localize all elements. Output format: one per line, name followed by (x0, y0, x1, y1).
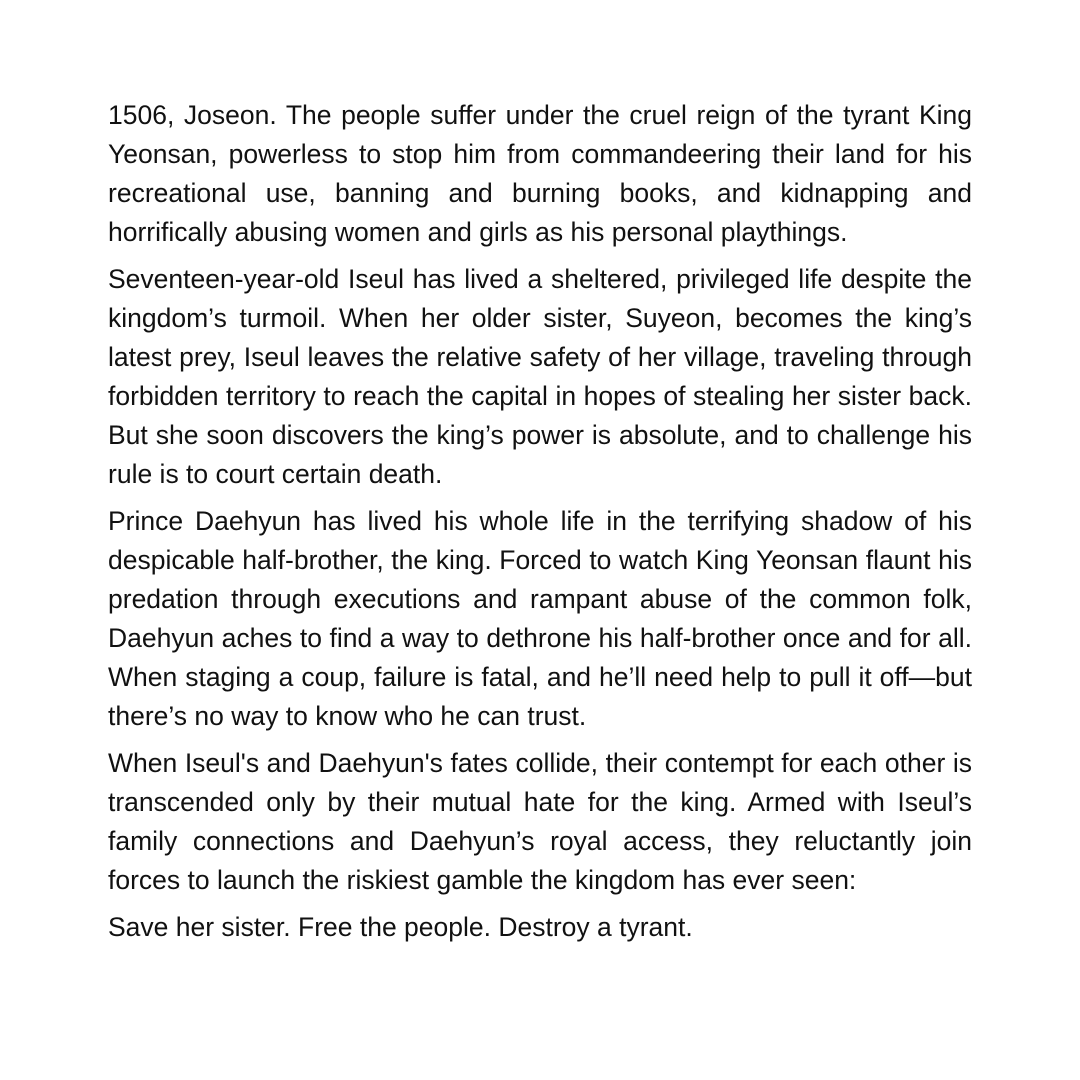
paragraph-alliance: When Iseul's and Daehyun's fates collide, their contempt for each other is transcended only by their mutual hate for the king. Armed with Iseul’s family connections and Daehyun’s royal access, they reluctantly join forces to launch the riskiest gamble the kingdom has ever seen: (108, 748, 972, 895)
paragraph-iseul: Seventeen-year-old Iseul has lived a sheltered, privileged life despite the kingdom’s turmoil. When her older sister, Suyeon, becomes the king’s latest prey, Iseul leaves the relative safety of her village, traveling through forbidden territory to reach the capital in hopes of stealing her sister back. But she soon discovers the king’s power is absolute, and to challenge his rule is to court certain death. (108, 264, 972, 489)
paragraph-tagline: Save her sister. Free the people. Destroy a tyrant. (108, 912, 693, 942)
paragraph-daehyun: Prince Daehyun has lived his whole life in the terrifying shadow of his despicable half-brother, the king. Forced to watch King Yeonsan flaunt his predation through executions and rampant abuse of the common folk, Daehyun aches to find a way to dethrone his half-brother once and for all. When staging a coup, failure is fatal, and he’ll need help to pull it off—but there’s no way to know who he can trust. (108, 506, 972, 731)
book-description (108, 96, 972, 955)
paragraph-intro: 1506, Joseon. The people suffer under the cruel reign of the tyrant King Yeonsan, powerless to stop him from commandeering their land for his recreational use, banning and burning books, and kidnapping and horrifically abusing women and girls as his personal playthings. (108, 100, 972, 247)
